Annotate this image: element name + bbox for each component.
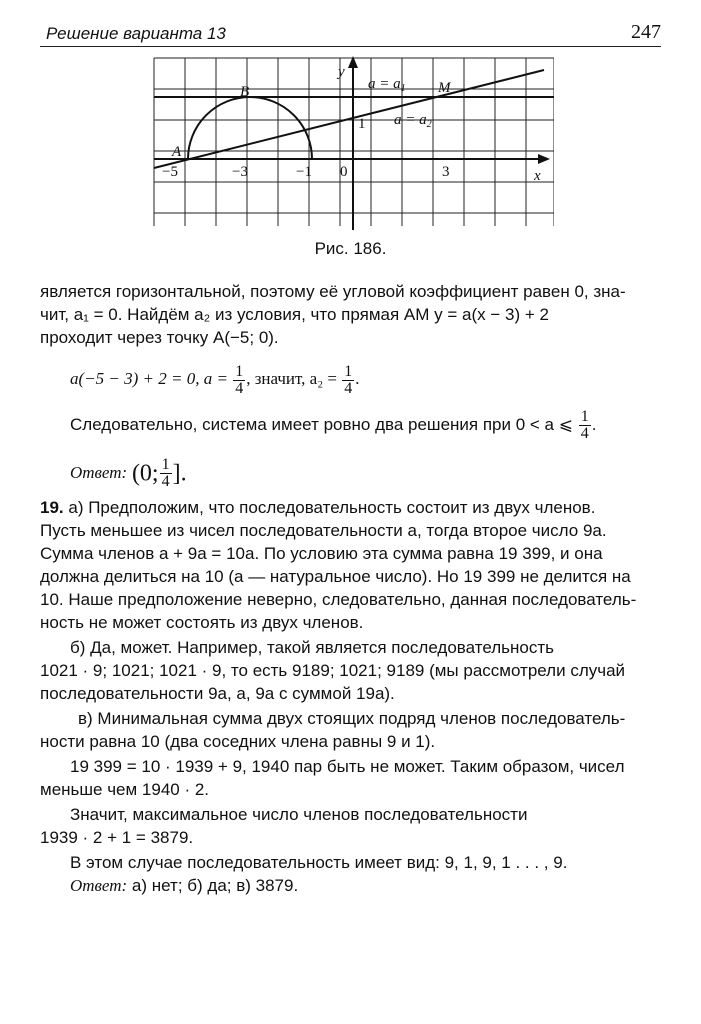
equation-line: a(−5 − 3) + 2 = 0, a = $\frac{1}{4}$ , значит, a₂ = $\frac{1}{4}$ . — [70, 362, 360, 397]
figure-caption: Рис. 186. — [314, 239, 387, 258]
text-line: 1939 · 2 + 1 = 3879. — [40, 828, 194, 847]
text-line: проходит через точку A(−5; 0). — [40, 328, 279, 347]
label-B: B — [240, 84, 250, 100]
fraction: $\frac{1}{4}$ — [161, 456, 170, 491]
answer-label: Ответ: — [70, 876, 128, 895]
text-line: Значит, максимальное число членов последовательности — [70, 805, 528, 824]
text-line: чит, a₁ = 0. Найдём a₂ из условия, что прямая AM y = a(x − 3) + 2 — [40, 305, 549, 324]
semicircle-curve — [188, 97, 312, 159]
problem-19-line: 19. а) Предположим, что последовательность состоит из двух членов. — [40, 498, 596, 517]
label-line-a1: $a = a_1$ — [368, 76, 406, 94]
text-line: 1021 · 9; 1021; 1021 · 9, то есть 9189; 1021; 9189 (мы рассмотрели случай — [40, 661, 626, 680]
fraction: $\frac{1}{4}$ — [235, 362, 244, 397]
text-line: 10. Наше предположение неверно, следовательно, данная последователь- — [40, 590, 637, 609]
text-line: Пусть меньшее из чисел последовательности a, тогда второе число 9a. — [40, 521, 607, 540]
answer-line: Ответ: а) нет; б) да; в) 3879. — [70, 876, 299, 895]
text-line: последовательности 9a, a, 9a с суммой 19a). — [40, 684, 395, 703]
label-x: x — [534, 168, 541, 184]
line-a2 — [154, 70, 544, 168]
fraction: $\frac{1}{4}$ — [580, 408, 589, 443]
label-M: M — [438, 80, 451, 96]
text-line: б) Да, может. Например, такой является последовательность — [70, 638, 554, 657]
running-header — [40, 18, 661, 47]
text-line: В этом случае последовательность имеет вид: 9, 1, 9, 1 . . . , 9. — [70, 853, 568, 872]
text-line: меньше чем 1940 · 2. — [40, 780, 210, 799]
label-A: A — [172, 144, 182, 160]
page-number: 247 — [631, 21, 661, 43]
label-line-a2: $a = a_2$ — [394, 112, 432, 130]
label-y: y — [338, 64, 345, 80]
text-line: должна делиться на 10 (a — натуральное число). Но 19 399 не делится на — [40, 567, 631, 586]
tick-m5: −5 — [162, 164, 178, 180]
text-line: является горизонтальной, поэтому её угловой коэффициент равен 0, зна- — [40, 282, 626, 301]
answer-label: Ответ: — [70, 463, 128, 482]
tick-3: 3 — [442, 164, 450, 180]
figure-186-graph — [146, 52, 554, 232]
text-line: в) Минимальная сумма двух стоящих подряд членов последователь- — [78, 709, 626, 728]
text-line: 19 399 = 10 · 1939 + 9, 1940 пар быть не может. Таким образом, чисел — [70, 757, 625, 776]
label-one: 1 — [358, 116, 366, 132]
fraction: $\frac{1}{4}$ — [344, 362, 353, 397]
label-zero: 0 — [340, 164, 348, 180]
text-line: ности равна 10 (два соседних члена равны 9 и 1). — [40, 732, 436, 751]
tick-m1: −1 — [296, 164, 312, 180]
text-line: ность не может состоять из двух членов. — [40, 613, 364, 632]
text-line: Сумма членов a + 9a = 10a. По условию эта сумма равна 19 399, и она — [40, 544, 603, 563]
section-title: Решение варианта 13 — [46, 24, 226, 43]
text-line: Следовательно, система имеет ровно два решения при 0 < a ⩽ $\frac{1}{4}$ . — [70, 408, 597, 443]
tick-m3: −3 — [232, 164, 248, 180]
answer-line: Ответ: (0; $\frac{1}{4}$ ]. — [70, 456, 187, 491]
